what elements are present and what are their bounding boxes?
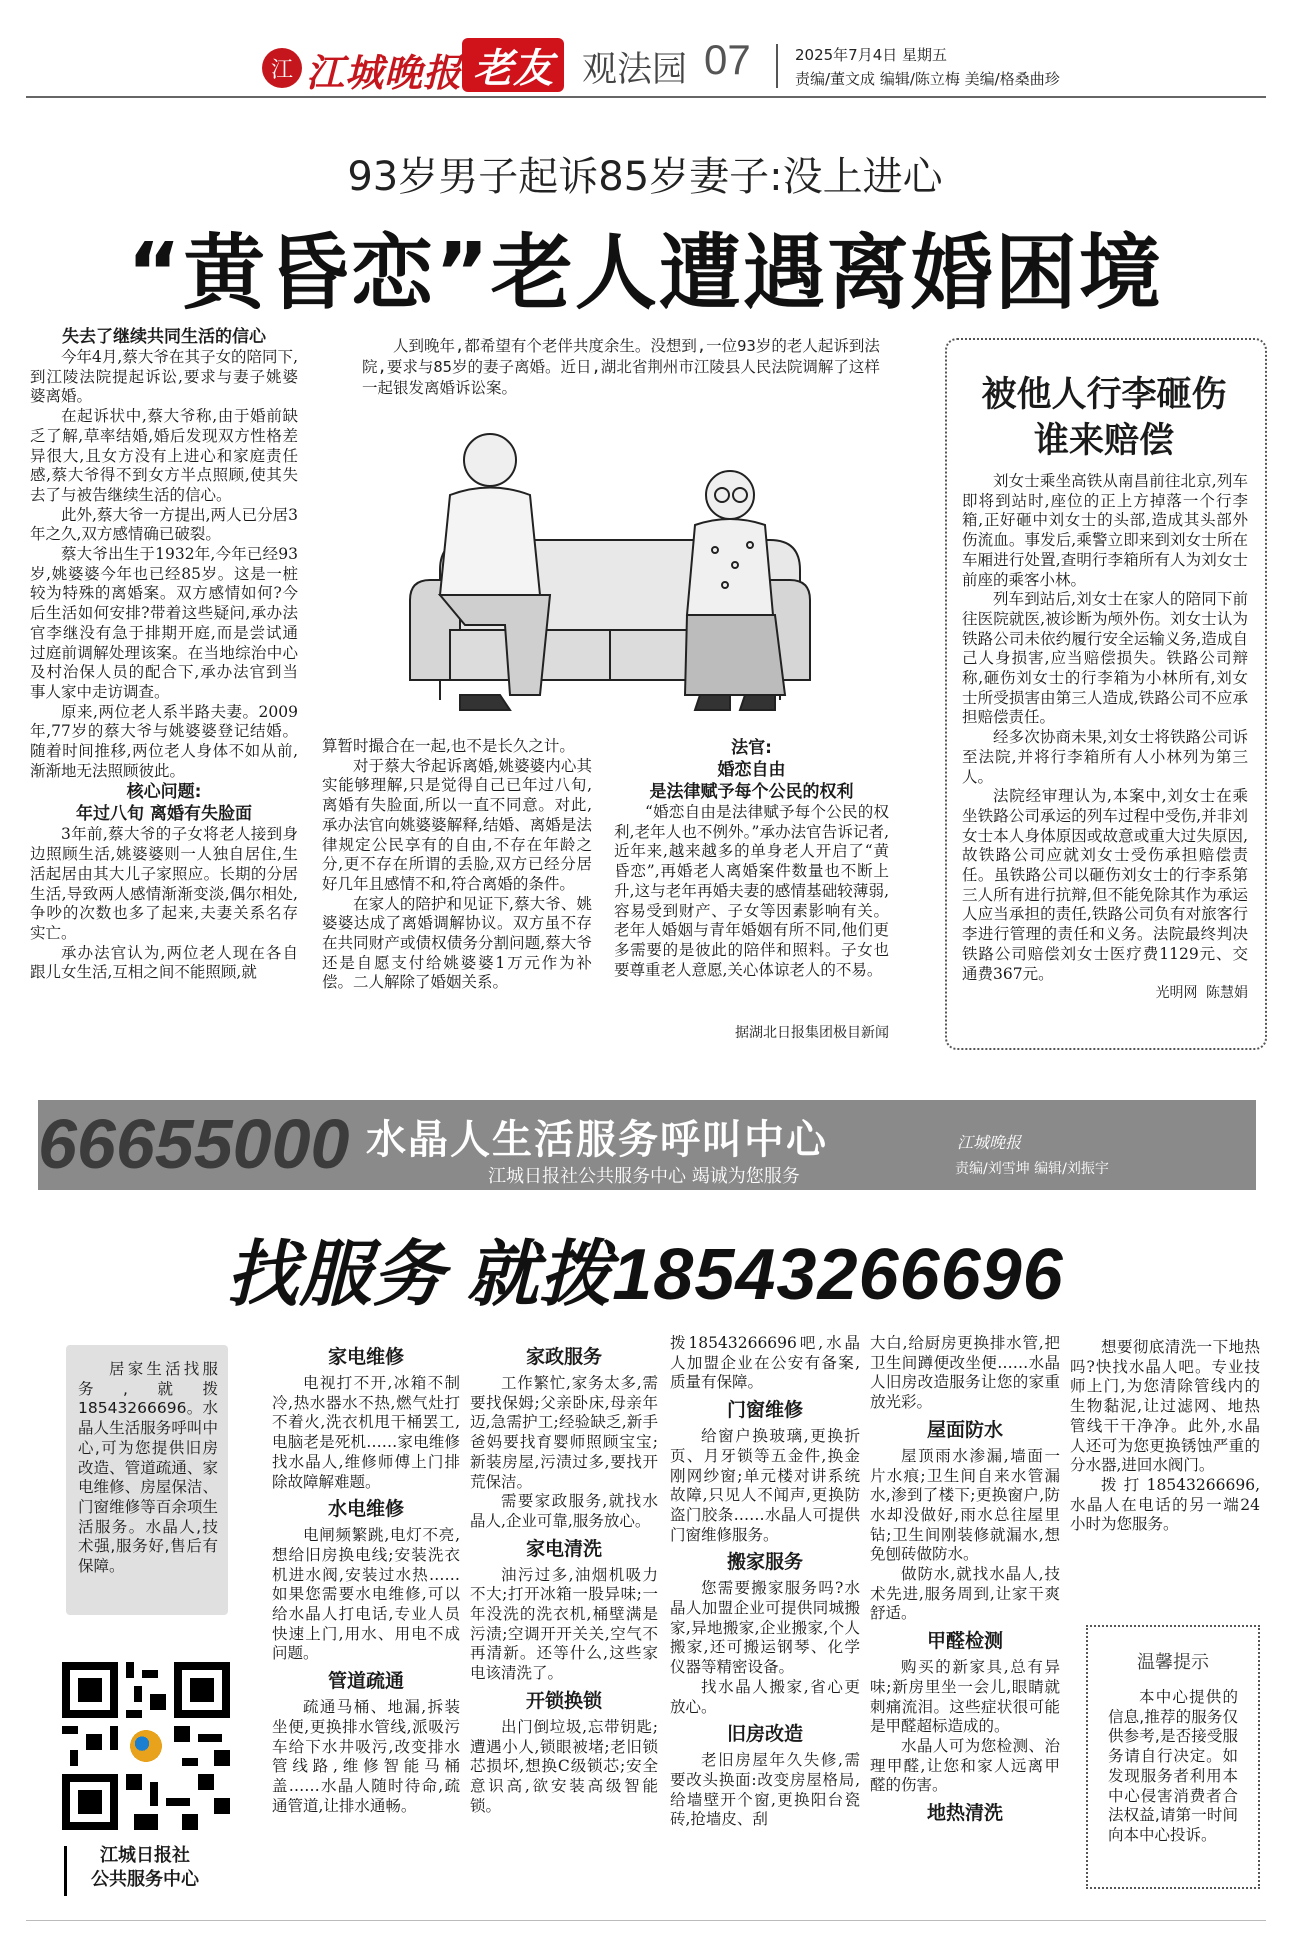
- section-heading: 管道疏通: [327, 1670, 404, 1693]
- sidebar-title-line-2: 谁来赔偿: [1033, 421, 1174, 461]
- paragraph: 拨打18543266696,水晶人在电话的另一端24小时为您服务。: [1070, 1475, 1260, 1534]
- article-subtitle: 93岁男子起诉85岁妻子:没上进心: [347, 154, 943, 200]
- qr-label-line-1: 江城日报社: [100, 1845, 190, 1866]
- paragraph: 需要家政服务,就找水晶人,企业可靠,服务放心。: [470, 1492, 658, 1530]
- article-lead: 人到晚年,都希望有个老伴共度余生。没想到,一位93岁的老人起诉到法院,要求与85岁的妻子离婚。近日,湖北省荆州市江陵县人民法院调解了这样一起银发离婚诉讼案。: [362, 337, 880, 397]
- section-heading: 搬家服务: [726, 1551, 803, 1574]
- paragraph: 疏通马桶、地漏,拆装坐便,更换排水管线,派吸污车给下水井吸污,改变排水管线路,维修智能马桶盖……水晶人随时待命,疏通管道,让排水通畅。: [272, 1698, 460, 1815]
- sidebar-body: [962, 472, 1248, 1004]
- paragraph: 拨18543266696吧,水晶人加盟企业在公安有备案,质量有保障。: [670, 1334, 860, 1392]
- banner-title: 水晶人生活服务呼叫中心: [366, 1117, 828, 1163]
- service-column-3: [670, 1334, 860, 1830]
- paragraph: 工作繁忙,家务太多,需要找保姆;父亲卧床,母亲年迈,急需护工;经验缺乏,新手爸妈要找育婴师照顾宝宝;新装房屋,污渍过多,要找开荒保洁。: [470, 1374, 658, 1491]
- article-column-2: [322, 737, 592, 993]
- section-heading: 开锁换锁: [525, 1689, 602, 1712]
- section-heading: 地热清洗: [926, 1802, 1003, 1825]
- sidebar-paragraph: 法院经审理认为,本案中,刘女士在乘坐铁路公司承运的列车过程中受伤,并非刘女士本人身体原因或故意或重大过失原因,故铁路公司应就刘女士受伤承担赔偿责任。虽铁路公司以砸伤刘女士的行李系第三人所有进行抗辩,但不能免除其作为承运人应当承担的责任,铁路公司负有对旅客行李进行管理的责任和义务。法院最终判决铁路公司赔偿刘女士医疗费1129元、交通费367元。: [962, 787, 1248, 983]
- banner-number: 66655000: [38, 1105, 350, 1183]
- paragraph: 蔡大爷出生于1932年,今年已经93岁,姚婆婆今年也已经85岁。这是一桩较为特殊的离婚案。双方感情如何?今后生活如何安排?带着这些疑问,承办法官李继没有急于排期开庭,而是尝试通过庭前调解处理该案。在当地综治中心及村治保人员的配合下,承办法官到当事人家中走访调查。: [30, 545, 298, 701]
- paragraph: 算暂时撮合在一起,也不是长久之计。: [322, 737, 575, 755]
- paragraph: 做防水,就找水晶人,技术先进,服务周到,让家干爽舒适。: [870, 1565, 1060, 1623]
- sidebar-paragraph: 列车到站后,刘女士在家人的陪同下前往医院就医,被诊断为颅外伤。刘女士认为铁路公司未依约履行安全运输义务,造成自己人身损害,应当赔偿损失。铁路公司辩称,砸伤刘女士的行李箱为小林所有,刘女士所受损害由第三人造成,铁路公司不应承担赔偿责任。: [962, 590, 1248, 727]
- section-heading: 门窗维修: [726, 1399, 803, 1422]
- banner-editors: 责编/刘雪坤 编辑/刘振宇: [955, 1161, 1109, 1177]
- qr-code-icon: [62, 1662, 230, 1830]
- editor-credits: 责编/董文成 编辑/陈立梅 美编/格桑曲珍: [795, 70, 1060, 88]
- section-heading: 年过八旬 离婚有失脸面: [76, 804, 252, 825]
- paragraph: 油污过多,油烟机吸力不大;打开冰箱一股异味;一年没洗的洗衣机,桶壁满是污渍;空调开开关关,空气不再清新。还等什么,这些家电该清洗了。: [470, 1565, 658, 1683]
- paragraph: “婚恋自由是法律赋予每个公民的权利,老年人也不例外。”承办法官告诉记者,近年来,越来越多的单身老人开启了“黄昏恋”,再婚老人离婚案件数量也不断上升,这与老年再婚夫妻的感情基础较薄弱,容易受到财产、子女等因素影响有关。老年人婚姻与青年婚姻有所不同,他们更多需要的是彼此的陪伴和照料。子女也要尊重老人意愿,关心体谅老人的不易。: [614, 803, 889, 979]
- section-heading: 旧房改造: [726, 1723, 803, 1746]
- masthead-rule: [26, 96, 1266, 98]
- paragraph: 购买的新家具,总有异味;新房里坐一会儿,眼睛就刺痛流泪。这些症状很可能是甲醛超标造成的。: [870, 1658, 1060, 1736]
- banner-subtitle: 江城日报社公共服务中心 竭诚为您服务: [488, 1166, 800, 1187]
- section-heading: 屋面防水: [926, 1418, 1003, 1441]
- tip-text: 本中心提供的信息,推荐的服务仅供参考,是否接受服务请自行决定。如发现服务者利用本中心侵害消费者合法权益,请第一时间向本中心投诉。: [1108, 1688, 1238, 1844]
- section-heading: 核心问题:: [126, 782, 202, 803]
- tip-title: 温馨提示: [1137, 1652, 1209, 1673]
- supplement-logo: 老友: [462, 38, 564, 92]
- paragraph: 找水晶人搬家,省心更放心。: [670, 1677, 860, 1716]
- paragraph: 您需要搬家服务吗?水晶人加盟企业可提供同城搬家,异地搬家,企业搬家,个人搬家,还可搬运钢琴、化学仪器等精密设备。: [670, 1579, 860, 1677]
- paper-name: 江城晚报: [306, 50, 463, 95]
- issue-date: 2025年7月4日 星期五: [795, 46, 948, 64]
- paragraph: 对于蔡大爷起诉离婚,姚婆婆内心其实能够理解,只是觉得自己已年过八旬,离婚有失脸面,所以一直不同意。对此,承办法官向姚婆婆解释,结婚、离婚是法律规定公民享有的自由,不存在年龄之分,更不存在所谓的丢脸,双方已经分居好几年且感情不和,符合离婚的条件。: [322, 756, 592, 893]
- paragraph: 老旧房屋年久失修,需要改头换面:改变房屋格局,给墙壁开个窗,更换阳台瓷砖,抢墙皮、刮: [670, 1751, 860, 1829]
- sidebar-byline: 光明网 陈慧娟: [1155, 985, 1248, 1002]
- qr-label-line-2: 公共服务中心: [91, 1869, 199, 1890]
- banner-paper-name: 江城晚报: [957, 1133, 1022, 1152]
- paragraph: 3年前,蔡大爷的子女将老人接到身边照顾生活,姚婆婆则一人独自居住,生活起居由其大儿子家照应。长期的分居生活,导致两人感情渐渐变淡,偶尔相处,争吵的次数也多了起来,夫妻关系名存实亡。: [30, 825, 298, 942]
- paragraph: 给窗户换玻璃,更换折页、月牙锁等五金件,换金刚网纱窗;单元楼对讲系统故障,只见人不闻声,更换防盗门胶条……水晶人可提供门窗维修服务。: [670, 1427, 860, 1544]
- section-heading: 失去了继续共同生活的信心: [62, 327, 266, 347]
- elderly-couple-illustration: [330, 400, 890, 730]
- paragraph: 出门倒垃圾,忘带钥匙;遭遇小人,锁眼被堵;老旧锁芯损坏,想换C级锁芯;安全意识高,欲安装高级智能锁。: [470, 1717, 658, 1815]
- section-heading: 家电维修: [327, 1346, 404, 1368]
- section-heading: 是法律赋予每个公民的权利: [649, 782, 854, 802]
- sidebar-paragraph: 刘女士乘坐高铁从南昌前往北京,列车即将到站时,座位的正上方掉落一个行李箱,正好砸中刘女士的头部,造成其头部外伤流血。事发后,乘警立即来到刘女士所在车厢进行处置,查明行李箱所有人为刘女士前座的乘客小林。: [962, 472, 1248, 589]
- sidebar-title: [945, 372, 1263, 464]
- article-source: 据湖北日报集团极目新闻: [735, 1025, 889, 1041]
- paragraph: 此外,蔡大爷一方提出,两人已分居3年之久,双方感情确已破裂。: [30, 505, 298, 544]
- masthead-divider: [776, 44, 778, 88]
- service-phone-line: 找服务 就拨18543266696: [226, 1235, 1064, 1315]
- paragraph: 想要彻底清洗一下地热吗?快找水晶人吧。专业技师上门,为您清除管线内的生物黏泥,让过滤网、地热管线干干净净。此外,水晶人还可为您更换锈蚀严重的分水器,进回水阀门。: [1070, 1338, 1260, 1475]
- paper-logo: [262, 40, 467, 95]
- paragraph: 电视打不开,冰箱不制冷,热水器水不热,燃气灶打不着火,洗衣机甩干桶罢工,电脑老是死机……家电维修找水晶人,维修师傅上门排除故障解难题。: [272, 1374, 460, 1491]
- page-bottom-rule: [26, 1920, 1266, 1921]
- service-column-2: [470, 1340, 658, 1816]
- sidebar-paragraph: 经多次协商未果,刘女士将铁路公司诉至法院,并将行李箱所有人小林列为第三人。: [962, 728, 1248, 786]
- paragraph: 承办法官认为,两位老人现在各自跟儿女生活,互相之间不能照顾,就: [30, 943, 298, 982]
- logo-seal-icon: 江: [262, 48, 302, 88]
- article-column-1: [30, 326, 298, 983]
- paragraph: 原来,两位老人系半路夫妻。2009年,77岁的蔡大爷与姚婆婆登记结婚。随着时间推移,两位老人身体不如从前,渐渐地无法照顾彼此。: [30, 702, 298, 780]
- article-title: “黄昏恋”老人遭遇离婚困境: [127, 226, 1163, 321]
- qr-label: [60, 1844, 230, 1892]
- section-heading: 婚恋自由: [717, 760, 786, 780]
- paragraph: 水晶人可为您检测、治理甲醛,让您和家人远离甲醛的伤害。: [870, 1736, 1060, 1795]
- page-number: 07: [704, 36, 751, 83]
- sidebar-title-line-1: 被他人行李砸伤: [981, 375, 1227, 415]
- section-heading: 法官:: [731, 738, 772, 758]
- paragraph: 电闸频繁跳,电灯不亮,想给旧房换电线;安装洗衣机进水阀,安装过水热……如果您需要水电维修,可以给水晶人打电话,专业人员快速上门,用水、用电不成问题。: [272, 1526, 460, 1663]
- section-heading: 甲醛检测: [926, 1630, 1003, 1653]
- paragraph: 在家人的陪护和见证下,蔡大爷、姚婆婆达成了离婚调解协议。双方虽不存在共同财产或债权债务分割问题,蔡大爷还是自愿支付给姚婆婆1万元作为补偿。二人解除了婚姻关系。: [322, 894, 592, 992]
- paragraph: 在起诉状中,蔡大爷称,由于婚前缺乏了解,草率结婚,婚后发现双方性格差异很大,且女方没有上进心和家庭责任感,蔡大爷得不到女方半点照顾,使其失去了与被告继续生活的信心。: [30, 407, 298, 504]
- section-heading: 水电维修: [327, 1498, 404, 1521]
- article-column-3: [614, 737, 889, 980]
- service-column-4: [870, 1334, 1060, 1830]
- paragraph: 今年4月,蔡大爷在其子女的陪同下,到江陵法院提起诉讼,要求与妻子姚婆婆离婚。: [30, 348, 298, 406]
- section-name: 观法园: [582, 50, 688, 90]
- paragraph: 大白,给厨房更换排水管,把卫生间蹲便改坐便……水晶人旧房改造服务让您的家重放光彩。: [870, 1334, 1060, 1412]
- service-column-1: [272, 1340, 460, 1816]
- section-heading: 家政服务: [525, 1346, 602, 1368]
- paragraph: 屋顶雨水渗漏,墙面一片水痕;卫生间自来水管漏水,渗到了楼下;更换窗户,防水却没做好,雨水总往屋里钻;卫生间刚装修就漏水,想免刨砖做防水。: [870, 1446, 1060, 1564]
- section-heading: 家电清洗: [525, 1537, 602, 1560]
- service-intro: 居家生活找服务,就拨18543266696。水晶人生活服务呼叫中心,可为您提供旧房改造、管道疏通、家电维修、房屋保洁、门窗维修等百余项生活服务。水晶人,技术强,服务好,售后有保障。: [78, 1360, 218, 1576]
- service-column-5: [1070, 1338, 1260, 1535]
